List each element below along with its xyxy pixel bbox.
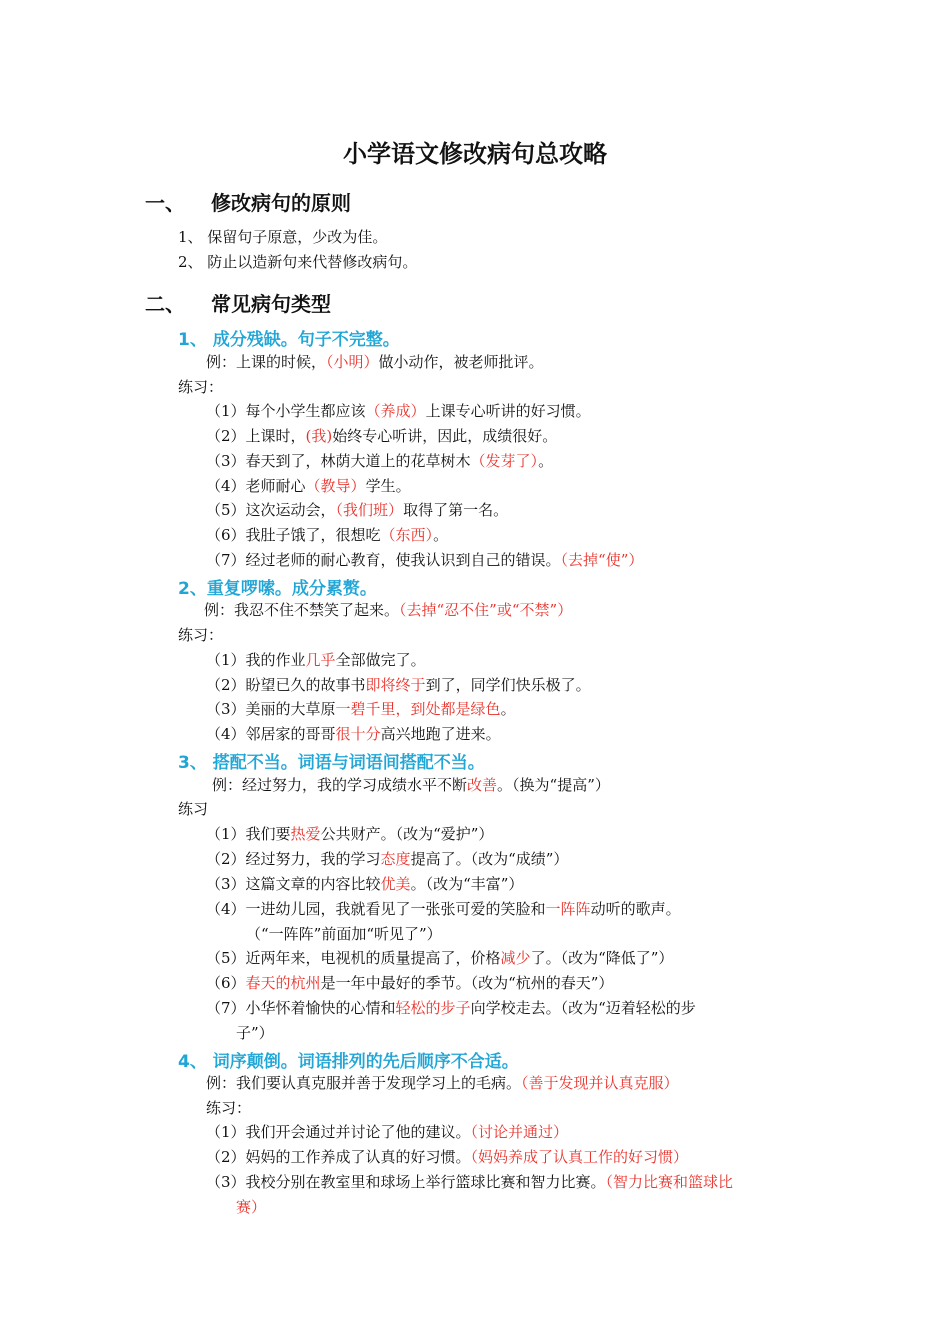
type2-heading: 2、重复啰嗦。成分累赘。 xyxy=(178,579,377,599)
section1-title: 修改病句的原则 xyxy=(211,191,351,215)
type3-practice-item: （3）这篇文章的内容比较优美。（改为“丰富”） xyxy=(206,875,524,893)
type3-practice-item: （1）我们要热爱公共财产。（改为“爱护”） xyxy=(206,825,494,843)
type1-practice-item: （1）每个小学生都应该（养成）上课专心听讲的好习惯。 xyxy=(206,402,591,420)
type2-practice-item: （1）我的作业几乎全部做完了。 xyxy=(206,651,426,669)
type3-practice-item-continued: （“一阵阵”前面加“听见了”） xyxy=(246,925,442,943)
type1-example: 例：上课的时候，（小明）做小动作，被老师批评。 xyxy=(206,353,544,371)
type1-practice-item: （7）经过老师的耐心教育，使我认识到自己的错误。（去掉“使”） xyxy=(206,551,644,569)
type4-practice-item: （1）我们开会通过并讨论了他的建议。（讨论并通过） xyxy=(206,1123,569,1141)
type4-practice-label: 练习： xyxy=(206,1099,252,1117)
principle-item: 2、 防止以造新句来代替修改病句。 xyxy=(178,253,418,271)
type2-practice-label: 练习： xyxy=(178,626,224,644)
type2-practice-item: （3）美丽的大草原一碧千里，到处都是绿色。 xyxy=(206,700,516,718)
type2-practice-item: （2）盼望已久的故事书即将终于到了，同学们快乐极了。 xyxy=(206,676,591,694)
type4-practice-item: （2）妈妈的工作养成了认真的好习惯。（妈妈养成了认真工作的好习惯） xyxy=(206,1148,689,1166)
type1-practice-item: （4）老师耐心（教导）学生。 xyxy=(206,477,411,495)
type3-practice-item-continued: 子”） xyxy=(236,1024,274,1042)
type4-heading: 4、 词序颠倒。词语排列的先后顺序不合适。 xyxy=(178,1052,519,1072)
type1-practice-item: （3）春天到了，林荫大道上的花草树木（发芽了）。 xyxy=(206,452,554,470)
type1-practice-label: 练习： xyxy=(178,378,224,396)
type4-practice-item: （3）我校分别在教室里和球场上举行篮球比赛和智力比赛。（智力比赛和篮球比 xyxy=(206,1173,734,1191)
type1-practice-item: （2）上课时，(我)始终专心听讲，因此，成绩很好。 xyxy=(206,427,558,445)
type3-practice-item: （6）春天的杭州是一年中最好的季节。（改为“杭州的春天”） xyxy=(206,974,614,992)
section2-number: 二、 xyxy=(145,292,185,316)
type1-practice-item: （5）这次运动会，（我们班）取得了第一名。 xyxy=(206,501,509,519)
section1-heading xyxy=(145,187,351,216)
type3-example: 例：经过努力，我的学习成绩水平不断改善。（换为“提高”） xyxy=(212,776,610,794)
section2-title: 常见病句类型 xyxy=(211,292,331,316)
type3-practice-item: （2）经过努力，我的学习态度提高了。（改为“成绩”） xyxy=(206,850,569,868)
type1-heading: 1、 成分残缺。句子不完整。 xyxy=(178,330,400,350)
section2-heading xyxy=(145,288,331,317)
type4-practice-item-continued: 赛） xyxy=(236,1198,267,1216)
type3-heading: 3、 搭配不当。词语与词语间搭配不当。 xyxy=(178,753,485,773)
type4-example: 例：我们要认真克服并善于发现学习上的毛病。（善于发现并认真克服） xyxy=(206,1074,679,1092)
type2-practice-item: （4）邻居家的哥哥很十分高兴地跑了进来。 xyxy=(206,725,501,743)
type3-practice-label: 练习 xyxy=(178,800,209,818)
page-title: 小学语文修改病句总攻略 xyxy=(343,140,607,168)
principle-item: 1、 保留句子原意，少改为佳。 xyxy=(178,228,388,246)
type3-practice-item: （4）一进幼儿园，我就看见了一张张可爱的笑脸和一阵阵动听的歌声。 xyxy=(206,900,681,918)
section1-number: 一、 xyxy=(145,191,185,215)
type1-practice-item: （6）我肚子饿了，很想吃（东西）。 xyxy=(206,526,449,544)
type3-practice-item: （7）小华怀着愉快的心情和轻松的步子向学校走去。（改为“迈着轻松的步 xyxy=(206,999,696,1017)
type2-example: 例：我忍不住不禁笑了起来。（去掉“忍不住”或“不禁”） xyxy=(204,601,573,619)
type3-practice-item: （5）近两年来，电视机的质量提高了，价格减少了。（改为“降低了”） xyxy=(206,949,674,967)
